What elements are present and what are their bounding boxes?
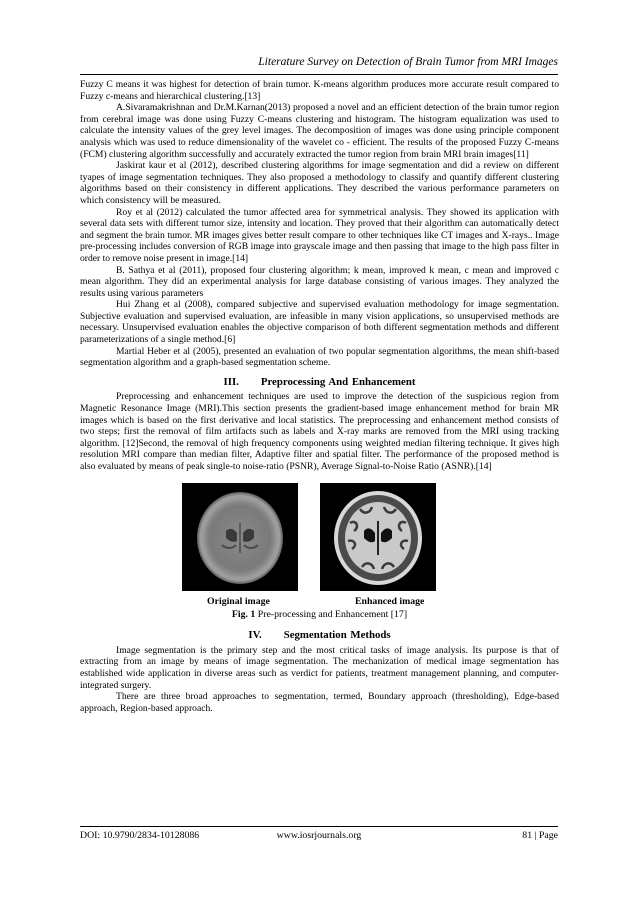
footer-rule — [80, 826, 558, 827]
original-mri-image — [182, 483, 298, 591]
paragraph: There are three broad approaches to segmentation, termed, Boundary approach (thresholding), Edge-based approach, Region-based approach. — [80, 691, 559, 714]
article-body — [80, 79, 559, 714]
section-heading-preprocessing — [80, 377, 559, 389]
section-title: Segmentation Methods — [283, 629, 391, 642]
label-enhanced-image: Enhanced image — [355, 595, 425, 607]
page-footer — [80, 830, 558, 844]
paragraph: Jaskirat kaur et al (2012), described clustering algorithms for image segmentation and did a review on different tyapes of image segmentation techniques. They also proposed a methodology to classify and quantify different clustering algorithms based on their consistency in different applications. They described the various performance parameters on which consistency will be measured. — [80, 160, 559, 206]
section-title: Preprocessing And Enhancement — [260, 375, 416, 388]
label-original-image: Original image — [207, 595, 270, 607]
figure-caption — [80, 609, 559, 621]
section-number: IV. — [248, 629, 262, 642]
section-number: III. — [223, 375, 239, 388]
running-head: Literature Survey on Detection of Brain Tumor from MRI Images — [258, 56, 558, 68]
paragraph: Hui Zhang et al (2008), compared subjective and supervised evaluation methodology for image segmentation. Subjective evaluation and supervised evaluation, are infeasible in many vision applications, so unsupervised methods are necessary. Unsupervised evaluation enables the objective comparison of both different segmentation methods and different parameterizations of a single method.[6] — [80, 299, 559, 346]
paragraph: Martial Heber et al (2005), presented an evaluation of two popular segmentation algorithms, the mean shift-based segmentation algorithm and a graph-based segmentation scheme. — [80, 345, 559, 369]
figure-1 — [80, 483, 559, 591]
paragraph: A.Sivaramakrishnan and Dr.M.Karnan(2013) proposed a novel and an efficient detection of the brain tumor region from cerebral image was done using Fuzzy C-means clustering and histogram. The histogram equalization was used to calculate the intensity values of the grey level images. The decomposition of images was done using principle component analysis which was used to reduce dimensionality of the wavelet co - efficient. The results of the proposed Fuzzy C-means (FCM) clustering algorithm successfully and accurately extracted the tumor region from brain MRI brain images[11] — [80, 102, 559, 160]
enhanced-mri-image — [320, 483, 436, 591]
paragraph: B. Sathya et al (2011), proposed four clustering algorithm; k mean, improved k mean, c mean and improved c mean algorithm. They did an experimental analysis for large database consisting of various images. They analyzed the results using various parameters — [80, 264, 559, 299]
footer-doi: DOI: 10.9790/2834-10128086 — [80, 830, 200, 841]
figure-caption-text: Pre-processing and Enhancement [17] — [255, 608, 408, 620]
paragraph: Image segmentation is the primary step and the most critical tasks of image analysis. Its purpose is that of extracting from an image by means of image segmentation. The mechanization of medical image segmentation has established wide application in diverse areas such as verdict for patients, treatment management planning, and computer-integrated surgery. — [80, 644, 559, 691]
paragraph: Preprocessing and enhancement techniques are used to improve the detection of the suspicious region from Magnetic Resonance Image (MRI).This section presents the gradient-based image enhancement method for brain MR images which is based on the first derivative and local statistics. The preprocessing and enhancement method consists of two steps; first the removal of film artifacts such as labels and X-ray marks are removed from the MRI using tracking algorithm. [12]Second, the removal of high frequency components using weighted median filtering technique. It gives high resolution MRI compare than median filter, Adaptive filter and spatial filter. The performance of the proposed method is also evaluated by means of peak single-to noise-ratio (PSNR), Average Signal-to-Noise Ratio (ASNR).[14] — [80, 391, 559, 472]
footer-page-number: 81 | Page — [522, 830, 558, 841]
section-heading-segmentation — [80, 630, 559, 642]
header-rule — [80, 74, 558, 75]
paragraph: Fuzzy C means it was highest for detection of brain tumor. K-means algorithm produces more accurate result compared to Fuzzy c-means and hierarchical clustering.[13] — [80, 79, 559, 102]
figure-labels — [80, 596, 559, 609]
footer-website: www.iosrjournals.org — [276, 830, 362, 841]
paragraph: Roy et al (2012) calculated the tumor affected area for symmetrical analysis. They showed its application with several data sets with different tumor size, intensity and location. They proved that their algorithm can automatically detect and segment the brain tumor. MR images gives better result compare to other techniques like CT images and X-rays.. Image pre-processing includes conversion of RGB image into grayscale image and then passing that image to the high pass filter in order to remove noise present in image.[14] — [80, 206, 559, 264]
figure-number: Fig. 1 — [231, 608, 256, 620]
